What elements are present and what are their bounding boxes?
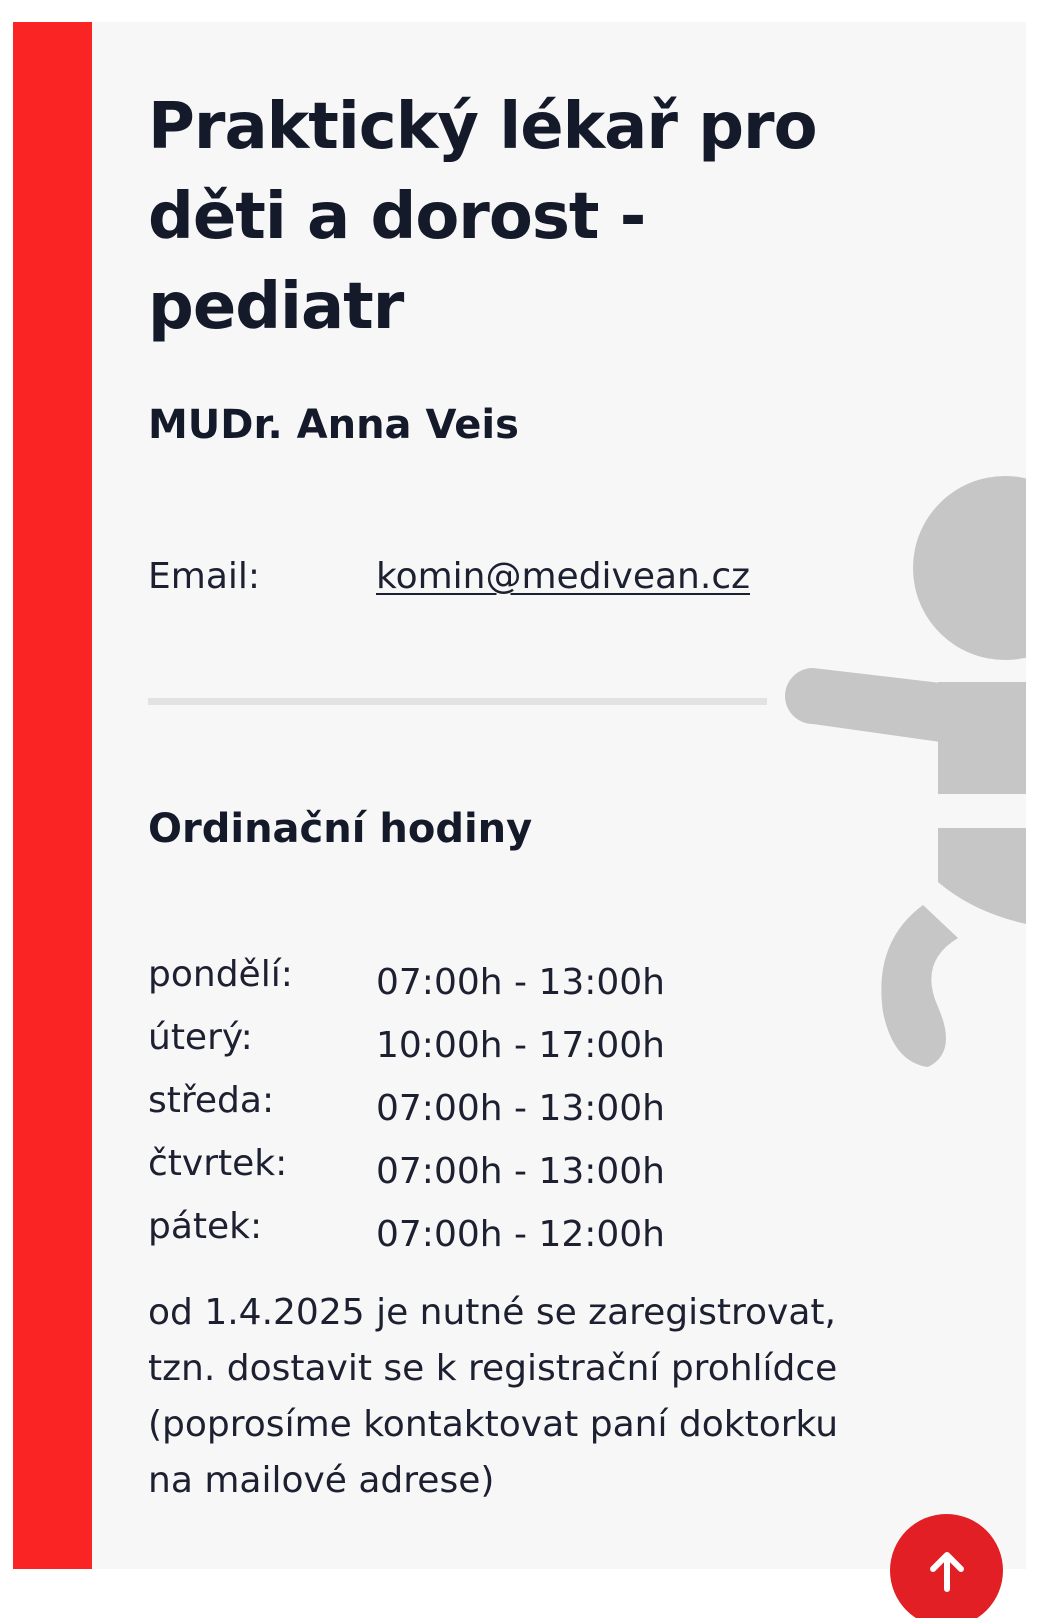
email-link[interactable]: komin@medivean.cz	[376, 556, 751, 597]
schedule-row	[148, 950, 848, 1013]
day-hours: 07:00h - 12:00h	[376, 1214, 666, 1255]
day-name: pondělí:	[148, 954, 293, 995]
day-name: čtvrtek:	[148, 1143, 288, 1184]
arrow-up-icon	[925, 1549, 969, 1593]
hours-heading: Ordinační hodiny	[148, 806, 533, 852]
day-hours: 07:00h - 13:00h	[376, 962, 666, 1003]
doctor-card	[13, 22, 1026, 1569]
day-name: úterý:	[148, 1017, 253, 1058]
day-name: pátek:	[148, 1206, 263, 1247]
schedule-row	[148, 1202, 848, 1265]
day-hours: 07:00h - 13:00h	[376, 1088, 666, 1129]
schedule-row	[148, 1139, 848, 1202]
opening-hours-list	[148, 950, 848, 1265]
scroll-to-top-button[interactable]	[890, 1514, 1003, 1618]
day-hours: 10:00h - 17:00h	[376, 1025, 666, 1066]
day-hours: 07:00h - 13:00h	[376, 1151, 666, 1192]
registration-notice: od 1.4.2025 je nutné se zaregistrovat, tzn. dostavit se k registrační prohlídce (poprosíme kontaktovat paní doktorku na mailové adrese)	[148, 1292, 839, 1501]
schedule-row	[148, 1013, 848, 1076]
divider	[148, 698, 767, 705]
doctor-name: MUDr. Anna Veis	[148, 402, 519, 448]
email-label: Email:	[148, 556, 261, 597]
schedule-row	[148, 1076, 848, 1139]
day-name: středa:	[148, 1080, 275, 1121]
accent-bar	[13, 22, 92, 1569]
page-title: Praktický lékař pro děti a dorost - pediatr	[148, 90, 817, 344]
